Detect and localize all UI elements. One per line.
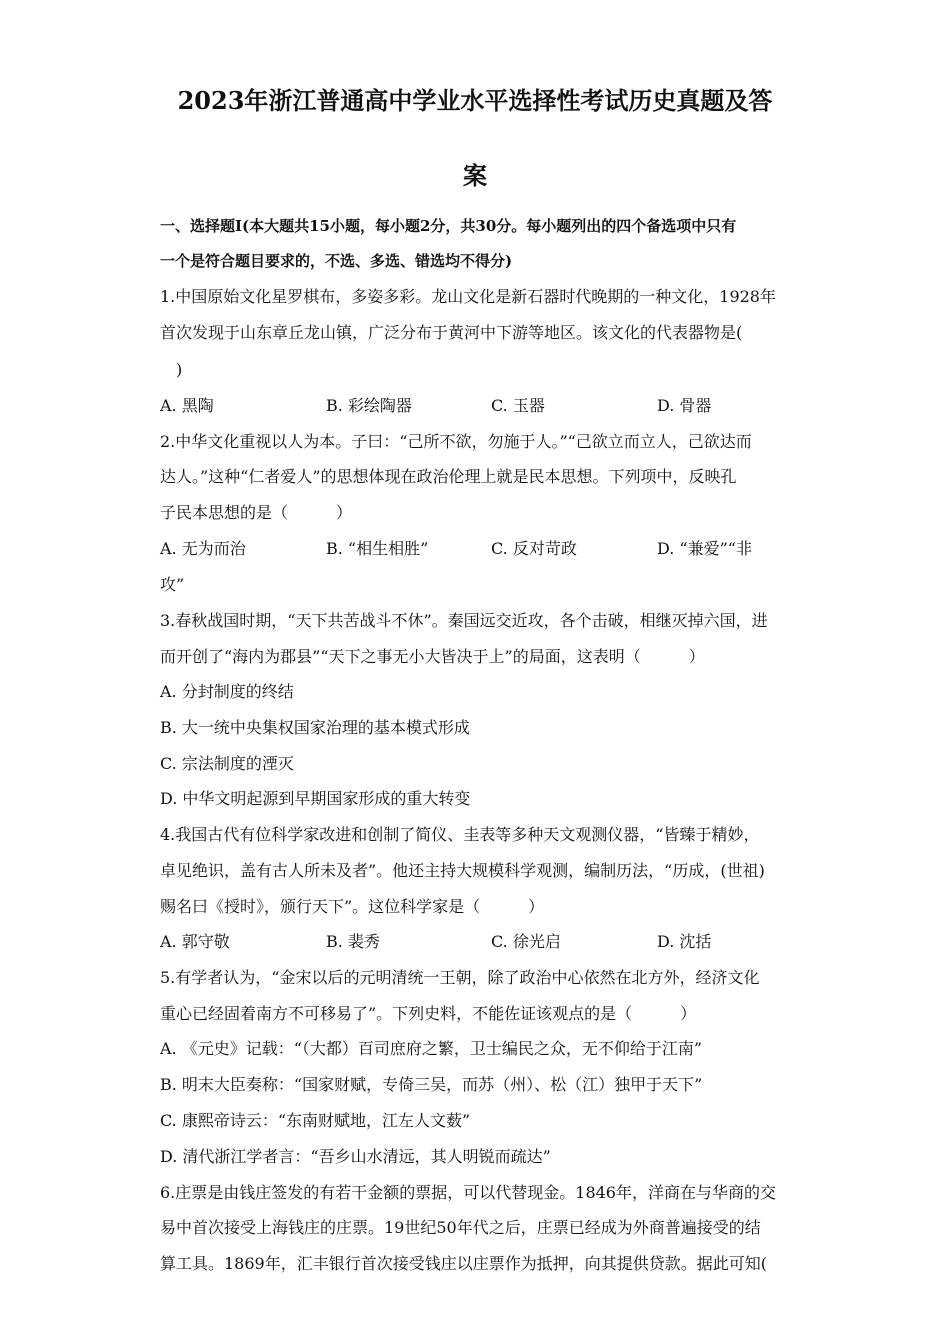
- question-3-option-c: C. 宗法制度的湮灭: [160, 754, 294, 773]
- question-3-option-d: D. 中华文明起源到早期国家形成的重大转变: [160, 789, 471, 808]
- question-5-option-a: A. 《元史》记载：“（大都）百司庶府之繁，卫士编民之众，无不仰给于江南”: [160, 1039, 703, 1058]
- question-6-text: 算工具。1869年，汇丰银行首次接受钱庄以庄票作为抵押，向其提供贷款。据此可知(: [160, 1254, 767, 1273]
- question-3-text: 3.春秋战国时期，“天下共苦战斗不休”。秦国远交近攻，各个击破，相继灭掉六国，进: [160, 611, 768, 630]
- question-4-text: 卓见绝识，盖有古人所未及者”。他还主持大规模科学观测，编制历法，“历成，(世祖): [160, 861, 765, 880]
- question-3-option-a: A. 分封制度的终结: [160, 682, 294, 701]
- question-1-option-d: D. 骨器: [657, 396, 712, 415]
- question-1-text: ): [176, 360, 183, 379]
- question-5-option-b: B. 明末大臣奏称：“国家财赋，专倚三吴，而苏（州）、松（江）独甲于天下”: [160, 1075, 703, 1094]
- question-4-option-b: B. 裴秀: [326, 932, 380, 951]
- page-title-continued: 案: [463, 161, 487, 190]
- question-3-text: 而开创了“海内为郡县”“天下之事无小大皆决于上”的局面，这表明（ ）: [160, 647, 705, 666]
- question-3-option-b: B. 大一统中央集权国家治理的基本模式形成: [160, 718, 470, 737]
- section-heading: 一、选择题Ⅰ(本大题共15小题，每小题2分，共30分。每小题列出的四个备选项中只有: [160, 217, 737, 235]
- page-title: 2023年浙江普通高中学业水平选择性考试历史真题及答: [177, 86, 773, 115]
- question-4-option-a: A. 郭守敬: [160, 932, 230, 951]
- question-5-text: 5.有学者认为，“金宋以后的元明清统一王朝，除了政治中心依然在北方外，经济文化: [160, 968, 760, 987]
- section-heading-continued: 一个是符合题目要求的，不选、多选、错选均不得分): [160, 252, 513, 270]
- question-4-text: 4.我国古代有位科学家改进和创制了简仪、圭表等多种天文观测仪器，“皆臻于精妙，: [160, 825, 760, 844]
- question-5-text: 重心已经固着南方不可移易了”。下列史料，不能佐证该观点的是（ ）: [160, 1004, 697, 1023]
- question-2-option-d: D. “兼爱”“非: [657, 539, 752, 558]
- question-1-option-b: B. 彩绘陶器: [326, 396, 412, 415]
- question-1-text: 首次发现于山东章丘龙山镇，广泛分布于黄河中下游等地区。该文化的代表器物是(: [160, 323, 743, 342]
- question-2-option-c: C. 反对苛政: [491, 539, 577, 558]
- question-4-option-d: D. 沈括: [657, 932, 712, 951]
- question-2-text: 2.中华文化重视以人为本。子曰：“己所不欲，勿施于人。”“己欲立而立人，己欲达而: [160, 432, 752, 451]
- question-2-text: 达人。”这种“仁者爱人”的思想体现在政治伦理上就是民本思想。下列项中，反映孔: [160, 467, 737, 486]
- question-2-text: 子民本思想的是（ ）: [160, 503, 353, 522]
- question-1-option-c: C. 玉器: [491, 396, 545, 415]
- question-6-text: 6.庄票是由钱庄签发的有若干金额的票据，可以代替现金。1846年，洋商在与华商的交: [160, 1183, 776, 1202]
- question-2-option-b: B. “相生相胜”: [326, 539, 429, 558]
- question-4-text: 赐名曰《授时》，颁行天下”。这位科学家是（ ）: [160, 897, 545, 916]
- question-6-text: 易中首次接受上海钱庄的庄票。19世纪50年代之后，庄票已经成为外商普遍接受的结: [160, 1218, 761, 1237]
- question-1-text: 1.中国原始文化星罗棋布，多姿多彩。龙山文化是新石器时代晚期的一种文化，1928年: [160, 287, 776, 306]
- question-1-option-a: A. 黑陶: [160, 396, 214, 415]
- question-5-option-d: D. 清代浙江学者言：“吾乡山水清远，其人明锐而疏达”: [160, 1147, 551, 1166]
- question-2-option-a: A. 无为而治: [160, 539, 246, 558]
- question-5-option-c: C. 康熙帝诗云：“东南财赋地，江左人文薮”: [160, 1111, 471, 1130]
- question-2-option-d-continued: 攻”: [160, 575, 185, 594]
- question-4-option-c: C. 徐光启: [491, 932, 561, 951]
